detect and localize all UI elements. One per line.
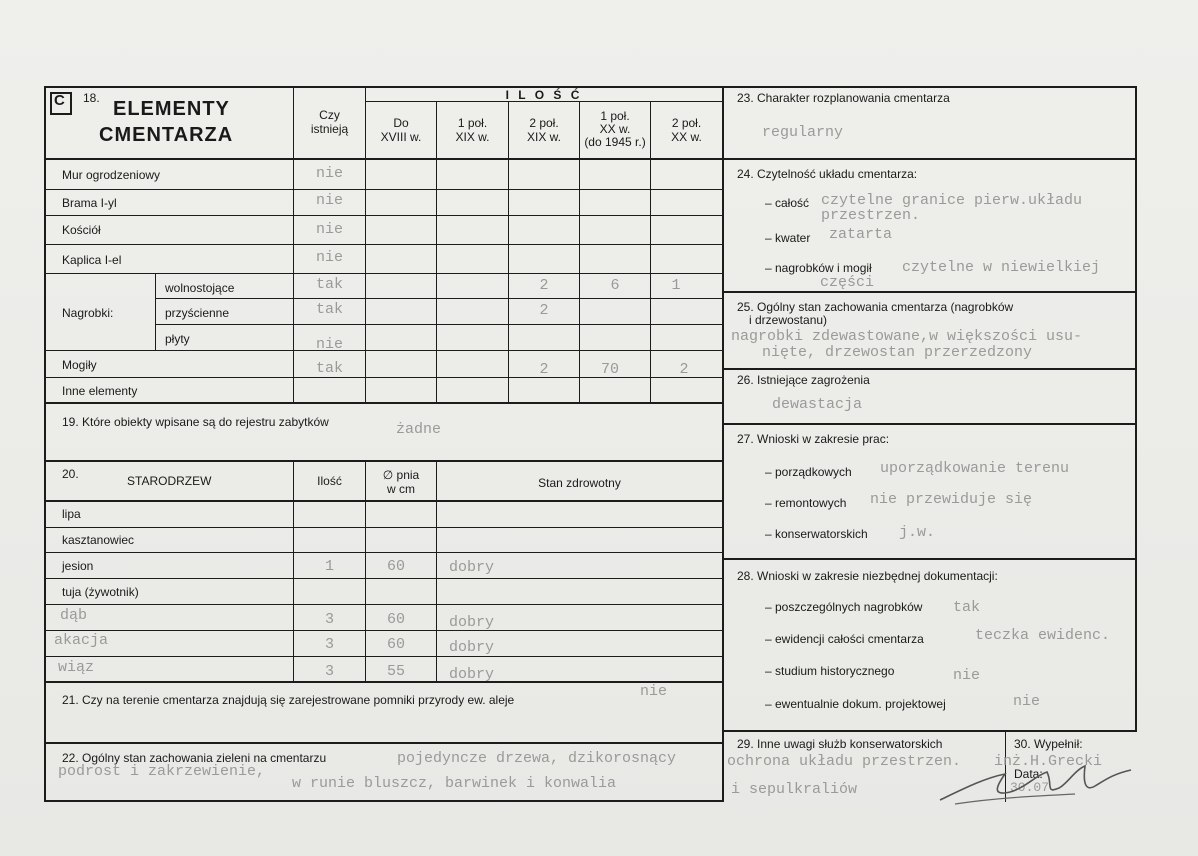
q22-label: 22. Ogólny stan zachowania zieleni na cmentarzu	[62, 751, 327, 765]
tree-count: 3	[324, 663, 334, 680]
period-col-header: 2 poł. XIX w.	[526, 116, 561, 144]
q22-answer: podrost i zakrzewienie,	[58, 763, 266, 780]
element-label: przyścienne	[165, 306, 230, 320]
q24-item-answer: przestrzen.	[821, 207, 921, 224]
q28-item-label: – poszczególnych nagrobków	[765, 600, 923, 614]
q24-item-answer: części	[820, 274, 875, 291]
q27-item-label: – remontowych	[765, 496, 847, 510]
element-label: Brama I-yl	[62, 196, 117, 210]
section-title-line1: ELEMENTY	[113, 98, 230, 120]
q28-item-answer: tak	[953, 599, 981, 616]
element-label: Mur ogrodzeniowy	[62, 168, 161, 182]
q24-item-label: – całość	[765, 196, 810, 210]
q27-item-answer: nie przewiduje się	[870, 491, 1033, 508]
q21-label: 21. Czy na terenie cmentarza znajdują się zarejestrowane pomniki przyrody ew. aleje	[62, 693, 515, 707]
tree-name: akacja	[54, 632, 109, 649]
tree-count: 1	[324, 558, 334, 575]
q27-label: 27. Wnioski w zakresie prac:	[737, 432, 890, 446]
period-value: 6	[610, 277, 620, 294]
q23-answer: regularny	[762, 124, 844, 141]
q24-item-answer: zatarta	[829, 226, 893, 243]
tree-diameter: 60	[386, 611, 405, 628]
q28-item-label: – ewentualnie dokum. projektowej	[765, 697, 946, 711]
tree-diameter: 60	[386, 558, 405, 575]
q30-label: 30. Wypełnił:	[1014, 737, 1083, 751]
section-letter: C	[54, 92, 65, 109]
q28-item-label: – studium historycznego	[765, 664, 895, 678]
q20-title: STARODRZEW	[127, 474, 212, 488]
q27-item-answer: uporządkowanie terenu	[880, 460, 1070, 477]
q19-answer: żadne	[396, 421, 442, 438]
period-col-header: Do XVIII w.	[380, 116, 422, 144]
q22-answer: w runie bluszcz, barwinek i konwalia	[292, 775, 617, 792]
q26-label: 26. Istniejące zagrożenia	[737, 373, 870, 387]
tree-health: dobry	[449, 639, 495, 656]
q29-answer: ochrona układu przestrzen.	[727, 753, 962, 770]
q28-item-label: – ewidencji całości cmentarza	[765, 632, 924, 646]
exists-value: tak	[315, 276, 343, 293]
period-value: 1	[671, 277, 681, 294]
period-value: 2	[539, 361, 549, 378]
q28-item-answer: teczka ewidenc.	[975, 627, 1111, 644]
period-col-header: 1 poł. XIX w.	[455, 116, 490, 144]
tree-name: jesion	[62, 559, 94, 573]
tree-health: dobry	[449, 666, 495, 683]
q27-item-label: – porządkowych	[765, 465, 852, 479]
period-value: 2	[679, 361, 689, 378]
exists-value: nie	[315, 249, 343, 266]
q30-date-value: 30.07.	[1010, 780, 1057, 795]
q24-item-label: – nagrobków i mogił	[765, 261, 872, 275]
q28-label: 28. Wnioski w zakresie niezbędnej dokumentacji:	[737, 569, 998, 583]
q21-answer: nie	[640, 683, 668, 700]
q25-answer: nięte, drzewostan przerzedzony	[762, 344, 1033, 361]
exists-value: nie	[315, 192, 343, 209]
element-label: Inne elementy	[62, 384, 138, 398]
element-label: płyty	[165, 332, 190, 346]
section-title-line2: CMENTARZA	[99, 124, 234, 146]
q23-label: 23. Charakter rozplanowania cmentarza	[737, 91, 950, 105]
exists-value: tak	[315, 360, 343, 377]
q30-date-label: Data:	[1014, 767, 1043, 781]
tree-name: wiąz	[58, 659, 95, 676]
q24-item-label: – kwater	[765, 231, 811, 245]
q25-answer: nagrobki zdewastowane,w większości usu-	[731, 328, 1083, 345]
q24-item-answer: czytelne granice pierw.układu	[821, 192, 1083, 209]
q22-answer: pojedyncze drzewa, dzikorosnący	[397, 750, 677, 767]
q20-number: 20.	[62, 467, 79, 481]
exists-value: nie	[315, 165, 343, 182]
tree-name: tuja (żywotnik)	[62, 585, 139, 599]
tree-name: lipa	[62, 507, 81, 521]
period-value: 2	[539, 302, 549, 319]
q20-col-health: Stan zdrowotny	[538, 476, 621, 490]
q28-item-answer: nie	[1013, 693, 1041, 710]
ilosc-header: I L O Ś Ć	[505, 88, 583, 102]
period-col-header: 1 poł. XX w. (do 1945 r.)	[584, 109, 646, 149]
q19-label: 19. Które obiekty wpisane są do rejestru zabytków	[62, 415, 329, 429]
exists-value: nie	[315, 221, 343, 238]
q29-label: 29. Inne uwagi służb konserwatorskich	[737, 737, 943, 751]
period-value: 2	[539, 277, 549, 294]
tree-health: dobry	[449, 559, 495, 576]
tree-diameter: 55	[386, 663, 405, 680]
col-exists-header: Czy istnieją	[310, 108, 349, 136]
q20-col-count: Ilość	[317, 474, 342, 488]
q26-answer: dewastacja	[772, 396, 863, 413]
element-label: Kościół	[62, 223, 101, 237]
q20-col-diameter: ∅ pnia w cm	[382, 468, 420, 496]
period-col-header: 2 poł. XX w.	[671, 116, 702, 144]
q29-answer: i sepulkraliów	[731, 781, 858, 798]
nagrobki-label: Nagrobki:	[62, 306, 114, 320]
q27-item-label: – konserwatorskich	[765, 527, 868, 541]
tree-diameter: 60	[386, 636, 405, 653]
element-label: Kaplica I-el	[62, 253, 122, 267]
q24-label: 24. Czytelność układu cmentarza:	[737, 167, 918, 181]
tree-name: kasztanowiec	[62, 533, 135, 547]
exists-value: tak	[315, 301, 343, 318]
tree-health: dobry	[449, 614, 495, 631]
section-18-number: 18.	[83, 91, 100, 105]
q25-label: i drzewostanu)	[749, 313, 828, 327]
q30-filled-by: inż.H.Grecki	[994, 753, 1103, 770]
q24-item-answer: czytelne w niewielkiej	[902, 259, 1101, 276]
tree-count: 3	[324, 636, 334, 653]
element-label: Mogiły	[62, 358, 97, 372]
exists-value: nie	[315, 336, 343, 353]
signature	[935, 748, 1135, 808]
tree-name: dąb	[60, 607, 88, 624]
tree-count: 3	[324, 611, 334, 628]
q25-label: 25. Ogólny stan zachowania cmentarza (nagrobków	[737, 300, 1014, 314]
q27-item-answer: j.w.	[899, 524, 936, 541]
q28-item-answer: nie	[953, 667, 981, 684]
element-label: wolnostojące	[165, 281, 235, 295]
period-value: 70	[600, 361, 619, 378]
